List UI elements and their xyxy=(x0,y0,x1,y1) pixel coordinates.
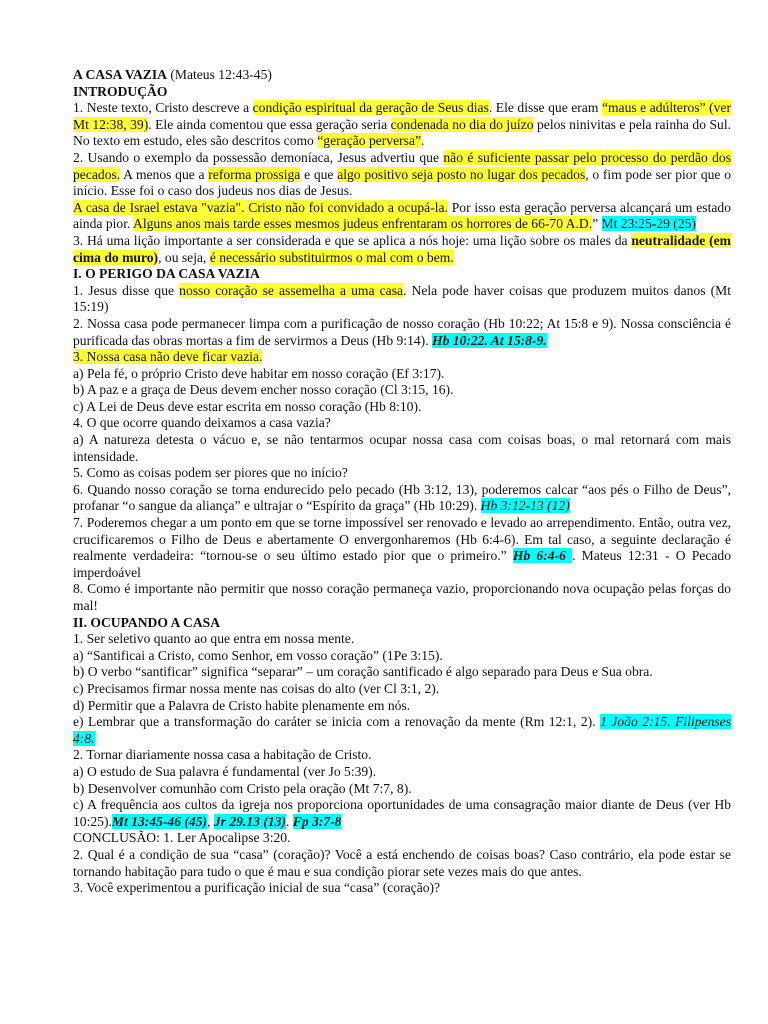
highlighted-text: não é suficiente passar pelo processo do perdão dos pecados. xyxy=(73,149,732,182)
highlighted-text: reforma prossiga xyxy=(208,166,301,182)
text-run: c) A Lei de Deus deve estar escrita em nosso coração (Hb 8:10). xyxy=(73,398,422,414)
paragraph-ocupando-2c xyxy=(73,797,731,830)
text-run: 1. Neste texto, Cristo descreve a xyxy=(73,100,253,116)
text-run: a) Pela fé, o próprio Cristo deve habitar em nosso coração (Ef 3:17). xyxy=(73,365,445,381)
paragraph-ocupando-1 xyxy=(73,631,731,648)
scripture-reference: Hb 10:22. At 15:8-9. xyxy=(432,332,547,348)
paragraph-perigo-5 xyxy=(73,465,731,482)
text-run: ” xyxy=(592,216,602,232)
paragraph-ocupando-2 xyxy=(73,747,731,764)
paragraph-perigo-3 xyxy=(73,349,731,366)
text-run: A CASA VAZIA xyxy=(73,67,167,82)
paragraph-intro-1 xyxy=(73,100,731,150)
doc-title xyxy=(73,67,731,84)
highlighted-text: condição espiritual da geração de Seus dias xyxy=(252,100,489,116)
text-run: a) O estudo de Sua palavra é fundamental (ver Jo 5:39). xyxy=(73,763,377,779)
paragraph-ocupando-2b xyxy=(73,781,731,798)
paragraph-perigo-7 xyxy=(73,515,731,581)
paragraph-intro-israel xyxy=(73,200,731,233)
text-run: . xyxy=(421,133,425,149)
text-run: . xyxy=(285,813,293,829)
highlighted-text: “geração perversa” xyxy=(317,133,422,149)
scripture-reference: Mt 23:25-29 (25) xyxy=(601,216,696,232)
scripture-reference: Hb 6:4-6 xyxy=(512,548,573,564)
paragraph-perigo-4 xyxy=(73,415,731,432)
paragraph-ocupando-1a xyxy=(73,648,731,665)
scripture-reference: Hb 3:12-13 (12) xyxy=(480,498,570,514)
text-run: CONCLUSÃO: 1. Ler Apocalipse 3:20. xyxy=(73,830,291,846)
scripture-reference: 1 João 2:15. Filipenses 4:8. xyxy=(73,714,731,746)
text-run: A menos que a xyxy=(120,166,209,182)
paragraph-intro-2 xyxy=(73,150,731,200)
text-run: pelos ninivitas e pela rainha do Sul. No texto em estudo, eles são descritos como xyxy=(73,116,731,149)
text-run: e) Lembrar que a transformação do caráter se inicia com a renovação da mente (Rm 12:1, 2). xyxy=(73,714,601,730)
highlighted-text: neutralidade (em cima do muro) xyxy=(73,232,731,265)
paragraph-ocupando-1b xyxy=(73,664,731,681)
scripture-reference: Fp 3:7-8 xyxy=(292,813,342,829)
highlighted-text: nosso coração se assemelha a uma casa xyxy=(179,282,404,298)
text-run: c) Precisamos firmar nossa mente nas coisas do alto (ver Cl 3:1, 2). xyxy=(73,680,440,696)
text-run: 7. Poderemos chegar a um ponto em que se torne impossível ser renovado e levado ao arrependimento. Então, outra vez, crucificaremos o Filho de Deus e abertamente O envergonharemos (Hb 6:4-6). Em tal caso, a seguinte declaração é realmente verdadeira: “tornou-se o seu último estado pior que o primeiro.” xyxy=(73,515,731,564)
text-run: a) A natureza detesta o vácuo e, se não tentarmos ocupar nossa casa com coisas boas, o mal retornará com mais intensidade. xyxy=(73,432,731,464)
text-run: e que xyxy=(300,166,338,182)
text-run: 2. Tornar diariamente nossa casa a habitação de Cristo. xyxy=(73,747,372,763)
paragraph-perigo-1 xyxy=(73,283,731,316)
text-run: b) A paz e a graça de Deus devem encher nosso coração (Cl 3:15, 16). xyxy=(73,382,454,398)
paragraph-ocupando-2a xyxy=(73,764,731,781)
text-run: , o fim pode ser pior que o início. Esse foi o caso dos judeus nos dias de Jesus. xyxy=(73,166,731,199)
text-run: . Nela pode haver coisas que produzem muitos danos (Mt 15:19) xyxy=(73,282,731,315)
text-run: INTRODUÇÃO xyxy=(73,83,168,99)
text-run: 1. Ser seletivo quanto ao que entra em nossa mente. xyxy=(73,631,355,647)
text-run: 6. Quando nosso coração se torna endurecido pelo pecado (Hb 3:12, 13), poderemos calcar “aos pés o Filho de Deus”, profanar “o sangue da aliança” e ultrajar o “Espírito da graça” (Hb 10:29). xyxy=(73,481,731,514)
text-run: 1. Jesus disse que xyxy=(73,282,180,298)
document-body xyxy=(73,67,731,897)
text-run: . Ele ainda comentou que essa geração seria xyxy=(148,116,391,132)
text-run: 2. Usando o exemplo da possessão demoníaca, Jesus advertiu que xyxy=(73,149,444,165)
section-heading-introducao xyxy=(73,84,731,101)
text-run: c) A frequência aos cultos da igreja nos proporciona oportunidades de uma consagração maior diante de Deus (ver Hb 10:25). xyxy=(73,797,731,829)
paragraph-perigo-8 xyxy=(73,581,731,614)
text-run: 3. Você experimentou a purificação inicial de sua “casa” (coração)? xyxy=(73,880,441,896)
text-run: . Ele disse que eram xyxy=(488,100,602,116)
text-run: II. OCUPANDO A CASA xyxy=(73,614,221,630)
paragraph-perigo-4a xyxy=(73,432,731,465)
text-run: 3. Há uma lição importante a ser considerada e que se aplica a nós hoje: uma lição sobre os males da xyxy=(73,232,632,248)
text-run: a) “Santificai a Cristo, como Senhor, em vosso coração” (1Pe 3:15). xyxy=(73,647,443,663)
text-run: d) Permitir que a Palavra de Cristo habite plenamente em nós. xyxy=(73,697,411,713)
highlighted-text: 3. Nossa casa não deve ficar vazia. xyxy=(73,349,263,365)
paragraph-conclusao-3 xyxy=(73,880,731,897)
paragraph-ocupando-1e xyxy=(73,714,731,747)
paragraph-ocupando-1c xyxy=(73,681,731,698)
text-run: 4. O que ocorre quando deixamos a casa vazia? xyxy=(73,415,331,431)
section-heading-ocupando xyxy=(73,615,731,632)
text-run: . Mateus 12:31 - O Pecado imperdoável xyxy=(73,548,731,580)
text-run: I. O PERIGO DA CASA VAZIA xyxy=(73,266,260,282)
highlighted-text: “maus e adúlteros” (ver Mt 12:38, 39) xyxy=(73,100,731,132)
text-run: (Mateus 12:43-45) xyxy=(166,67,272,82)
paragraph-conclusao-2 xyxy=(73,847,731,880)
section-heading-perigo xyxy=(73,266,731,283)
scripture-reference: Mt 13:45-46 (45) xyxy=(111,813,208,829)
scripture-reference: Jr 29.13 (13) xyxy=(213,813,286,829)
text-run: , xyxy=(207,813,214,829)
paragraph-perigo-2 xyxy=(73,316,731,349)
text-run: 2. Nossa casa pode permanecer limpa com a purificação de nosso coração (Hb 10:22; At 15:8 e 9). Nossa consciência é purificada das obras mortas a fim de servirmos a Deus (Hb 9:14). xyxy=(73,315,731,348)
text-run: Por isso esta geração perversa alcançará um estado ainda pior. xyxy=(73,199,731,232)
highlighted-text: algo positivo seja posto no lugar dos pecados xyxy=(337,166,586,182)
paragraph-perigo-6 xyxy=(73,482,731,515)
paragraph-ocupando-1d xyxy=(73,698,731,715)
highlighted-text: Alguns anos mais tarde esses mesmos judeus enfrentaram os horrores de 66-70 A.D. xyxy=(133,216,593,232)
text-run: , ou seja, xyxy=(158,249,210,265)
text-run: b) O verbo “santificar” significa “separar” – um coração santificado é algo separado para Deus e Sua obra. xyxy=(73,664,653,680)
text-run: 5. Como as coisas podem ser piores que no início? xyxy=(73,465,348,481)
paragraph-intro-3 xyxy=(73,233,731,266)
highlighted-text: A casa de Israel estava "vazia". Cristo não foi convidado a ocupá-la. xyxy=(73,199,448,215)
paragraph-perigo-3b xyxy=(73,382,731,399)
highlighted-text: condenada no dia do juízo xyxy=(390,116,534,132)
text-run: 8. Como é importante não permitir que nosso coração permaneça vazio, proporcionando nova ocupação pelas forças do mal! xyxy=(73,581,731,613)
text-run: b) Desenvolver comunhão com Cristo pela oração (Mt 7:7, 8). xyxy=(73,780,412,796)
text-run: 2. Qual é a condição de sua “casa” (coração)? Você a está enchendo de coisas boas? Caso contrário, ela pode estar se tornando habitação para tudo o que é mau e sua condição piorar sete vezes mais do que antes. xyxy=(73,846,731,879)
highlighted-text: é necessário substituirmos o mal com o bem. xyxy=(209,249,454,265)
paragraph-perigo-3c xyxy=(73,399,731,416)
paragraph-conclusao-1 xyxy=(73,830,731,847)
paragraph-perigo-3a xyxy=(73,366,731,383)
